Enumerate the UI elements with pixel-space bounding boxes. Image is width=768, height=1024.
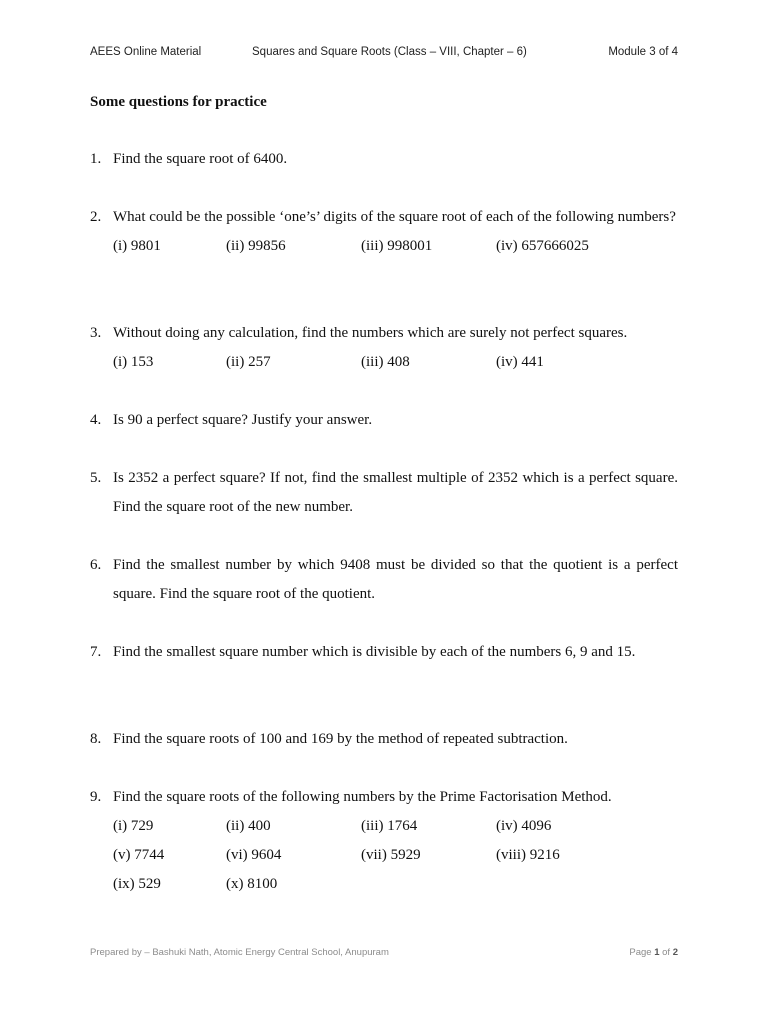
option: (ii) 99856 — [226, 238, 286, 254]
option: (i) 729 — [113, 818, 154, 834]
question-number: 5. — [90, 470, 102, 486]
options-row — [113, 812, 678, 841]
option: (iii) 1764 — [361, 818, 418, 834]
question-number: 9. — [90, 789, 102, 805]
question-number: 2. — [90, 209, 102, 225]
option: (iv) 441 — [496, 354, 544, 370]
question-text: Find the smallest number by which 9408 must be divided so that the quotient is a perfect square. Find the square root of the quotient. — [113, 557, 678, 602]
question-number: 6. — [90, 557, 102, 573]
option: (ix) 529 — [113, 876, 161, 892]
footer-credit: Prepared by – Bashuki Nath, Atomic Energy Central School, Anupuram — [90, 947, 389, 958]
question-text: Find the square roots of the following numbers by the Prime Factorisation Method. — [113, 789, 612, 805]
question-5 — [90, 464, 678, 522]
page-current: 1 — [654, 947, 660, 958]
option: (iv) 4096 — [496, 818, 552, 834]
question-number: 3. — [90, 325, 102, 341]
header-left: AEES Online Material — [90, 46, 202, 58]
question-8 — [90, 725, 678, 754]
option: (iv) 657666025 — [496, 238, 589, 254]
option: (iii) 998001 — [361, 238, 433, 254]
question-text: Is 2352 a perfect square? If not, find the smallest multiple of 2352 which is a perfect square. Find the square root of the new number. — [113, 470, 678, 515]
question-6 — [90, 551, 678, 609]
page-total: 2 — [672, 947, 678, 958]
question-4 — [90, 406, 678, 435]
question-text: Without doing any calculation, find the numbers which are surely not perfect squares. — [113, 325, 628, 341]
header-right: Module 3 of 4 — [608, 46, 678, 58]
question-7 — [90, 638, 678, 667]
option: (vii) 5929 — [361, 847, 421, 863]
question-text: Is 90 a perfect square? Justify your answer. — [113, 412, 373, 428]
question-number: 7. — [90, 644, 102, 660]
question-text: Find the square roots of 100 and 169 by the method of repeated subtraction. — [113, 731, 568, 747]
option: (ii) 400 — [226, 818, 271, 834]
question-text: Find the square root of 6400. — [113, 151, 288, 167]
option: (v) 7744 — [113, 847, 165, 863]
question-1 — [90, 145, 678, 174]
page-number — [629, 947, 678, 958]
question-number: 1. — [90, 151, 102, 167]
option: (i) 153 — [113, 354, 154, 370]
options-row — [113, 348, 678, 377]
question-number: 4. — [90, 412, 102, 428]
options-row — [113, 232, 678, 261]
option: (x) 8100 — [226, 876, 278, 892]
option: (i) 9801 — [113, 238, 161, 254]
section-title: Some questions for practice — [90, 94, 267, 110]
option: (viii) 9216 — [496, 847, 560, 863]
question-9 — [90, 783, 678, 899]
question-3 — [90, 319, 678, 377]
option: (vi) 9604 — [226, 847, 282, 863]
page-header — [90, 46, 678, 62]
options-row — [113, 841, 678, 870]
question-number: 8. — [90, 731, 102, 747]
page-prefix: Page — [629, 947, 655, 958]
page-of: of — [659, 947, 673, 958]
page-footer — [90, 947, 678, 961]
option: (iii) 408 — [361, 354, 410, 370]
option: (ii) 257 — [226, 354, 271, 370]
question-text: What could be the possible ‘one’s’ digits of the square root of each of the following numbers? — [113, 209, 676, 225]
options-row — [113, 870, 678, 899]
question-2 — [90, 203, 678, 261]
header-center: Squares and Square Roots (Class – VIII, Chapter – 6) — [252, 46, 527, 58]
question-text: Find the smallest square number which is divisible by each of the numbers 6, 9 and 15. — [113, 644, 636, 660]
